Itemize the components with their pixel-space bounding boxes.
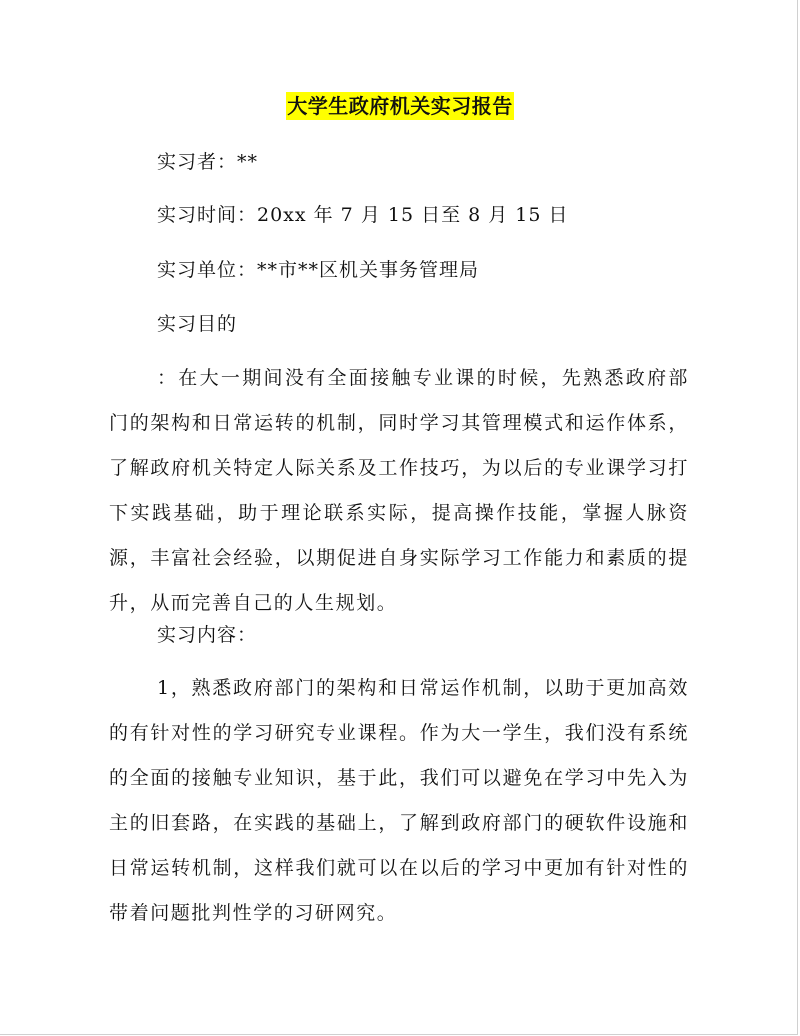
purpose-heading: 实习目的	[157, 313, 238, 335]
document-title: 大学生政府机关实习报告	[287, 94, 513, 118]
period-line: 实习时间：20xx 年 7 月 15 日至 8 月 15 日	[157, 204, 569, 226]
title-container	[0, 92, 800, 120]
content-item-1: 1，熟悉政府部门的架构和日常运作机制，以助于更加高效的有针对性的学习研究专业课程。作为大一学生，我们没有系统的全面的接触专业知识，基于此，我们可以避免在学习中先入为主的旧套路，在实践的基础上，了解到政府部门的硬软件设施和日常运转机制，这样我们就可以在以后的学习中更加有针对性的带着问题批判性学的习研网究。	[109, 677, 689, 924]
unit-line: 实习单位：**市**区机关事务管理局	[157, 259, 480, 281]
purpose-paragraph: ：在大一期间没有全面接触专业课的时候，先熟悉政府部门的架构和日常运转的机制，同时学习其管理模式和运作体系，了解政府机关特定人际关系及工作技巧，为以后的专业课学习打下实践基础，助于理论联系实际，提高操作技能，掌握人脉资源，丰富社会经验，以期促进自身实际学习工作能力和素质的提升，从而完善自己的人生规划。	[109, 367, 689, 614]
intern-line: 实习者：**	[157, 151, 259, 173]
content-heading: 实习内容：	[157, 624, 258, 646]
